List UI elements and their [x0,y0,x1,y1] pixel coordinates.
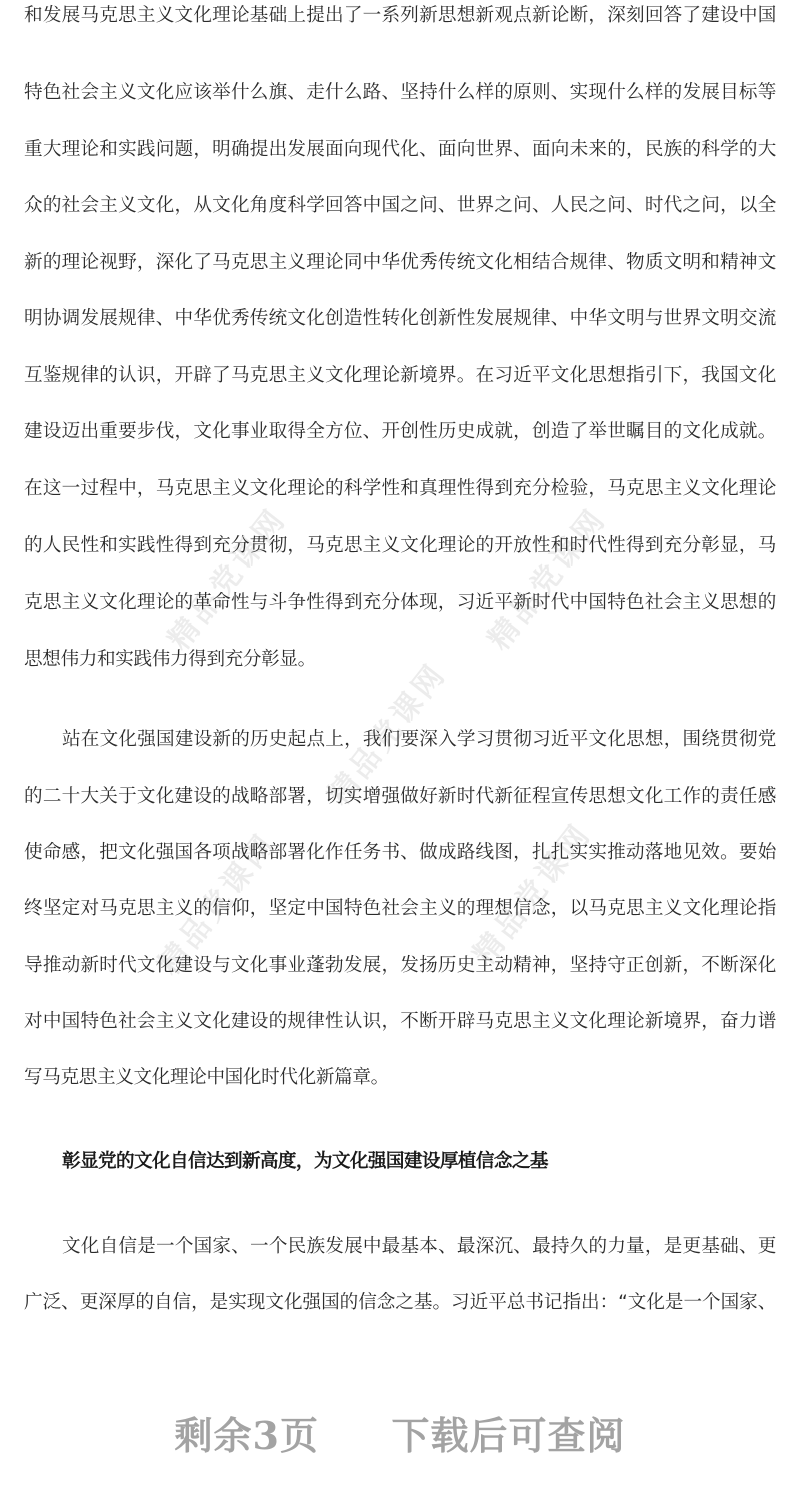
text-line: 特色社会主义文化应该举什么旗、走什么路、坚持什么样的原则、实现什么样的发展目标等 [24,82,776,103]
text-line: 对中国特色社会主义文化建设的规律性认识，不断开辟马克思主义文化理论新境界，奋力谱 [24,1011,776,1032]
download-prompt-banner[interactable] [0,1405,800,1461]
watermark: 精品党课网 [151,826,284,982]
text-line: 广泛、更深厚的自信，是实现文化强国的信念之基。习近平总书记指出：“文化是一个国家、 [24,1292,776,1313]
text-line: 的人民性和实践性得到充分贯彻，马克思主义文化理论的开放性和时代性得到充分彰显，马 [24,535,776,556]
text-line: 终坚定对马克思主义的信仰，坚定中国特色社会主义的理想信念，以马克思主义文化理论指 [24,898,776,919]
text-line: 站在文化强国建设新的历史起点上，我们要深入学习贯彻习近平文化思想，围绕贯彻党 [62,729,776,750]
text-line: 写马克思主义文化理论中国化时代化新篇章。 [24,1067,389,1088]
text-line: 克思主义文化理论的革命性与斗争性得到充分体现，习近平新时代中国特色社会主义思想的 [24,592,776,613]
text-line: 在这一过程中，马克思主义文化理论的科学性和真理性得到充分检验，马克思主义文化理论 [24,478,776,499]
watermark: 精品党课网 [161,501,294,657]
text-line: 的二十大关于文化建设的战略部署，切实增强做好新时代新征程宣传思想文化工作的责任感 [24,786,776,807]
text-line: 思想伟力和实践伟力得到充分彰显。 [24,649,316,670]
section-heading: 彰显党的文化自信达到新高度，为文化强国建设厚植信念之基 [62,1151,548,1172]
watermark: 精品党课网 [466,816,599,972]
text-line: 导推动新时代文化建设与文化事业蓬勃发展，发扬历史主动精神，坚持守正创新，不断深化 [24,955,776,976]
text-line: 互鉴规律的认识，开辟了马克思主义文化理论新境界。在习近平文化思想指引下，我国文化 [24,365,776,386]
watermark: 精品党课网 [481,501,614,657]
download-to-view-label[interactable]: 下载后可查阅 [391,1413,626,1458]
text-line: 和发展马克思主义文化理论基础上提出了一系列新思想新观点新论断，深刻回答了建设中国 [24,5,776,26]
text-line: 众的社会主义文化，从文化角度科学回答中国之问、世界之问、人民之问、时代之问，以全 [24,195,776,216]
remaining-pages-label: 剩余3页 [174,1413,319,1458]
text-line: 重大理论和实践问题，明确提出发展面向现代化、面向世界、面向未来的，民族的科学的大 [24,139,776,160]
text-line: 新的理论视野，深化了马克思主义理论同中华优秀传统文化相结合规律、物质文明和精神文 [24,252,776,273]
text-line: 建设迈出重要步伐，文化事业取得全方位、开创性历史成就，创造了举世瞩目的文化成就。 [24,421,776,442]
watermark: 精品党课网 [321,656,454,812]
text-line: 明协调发展规律、中华优秀传统文化创造性转化创新性发展规律、中华文明与世界文明交流 [24,308,776,329]
text-line: 文化自信是一个国家、一个民族发展中最基本、最深沉、最持久的力量，是更基础、更 [62,1236,776,1257]
text-line: 使命感，把文化强国各项战略部署化作任务书、做成路线图，扎扎实实推动落地见效。要始 [24,842,776,863]
